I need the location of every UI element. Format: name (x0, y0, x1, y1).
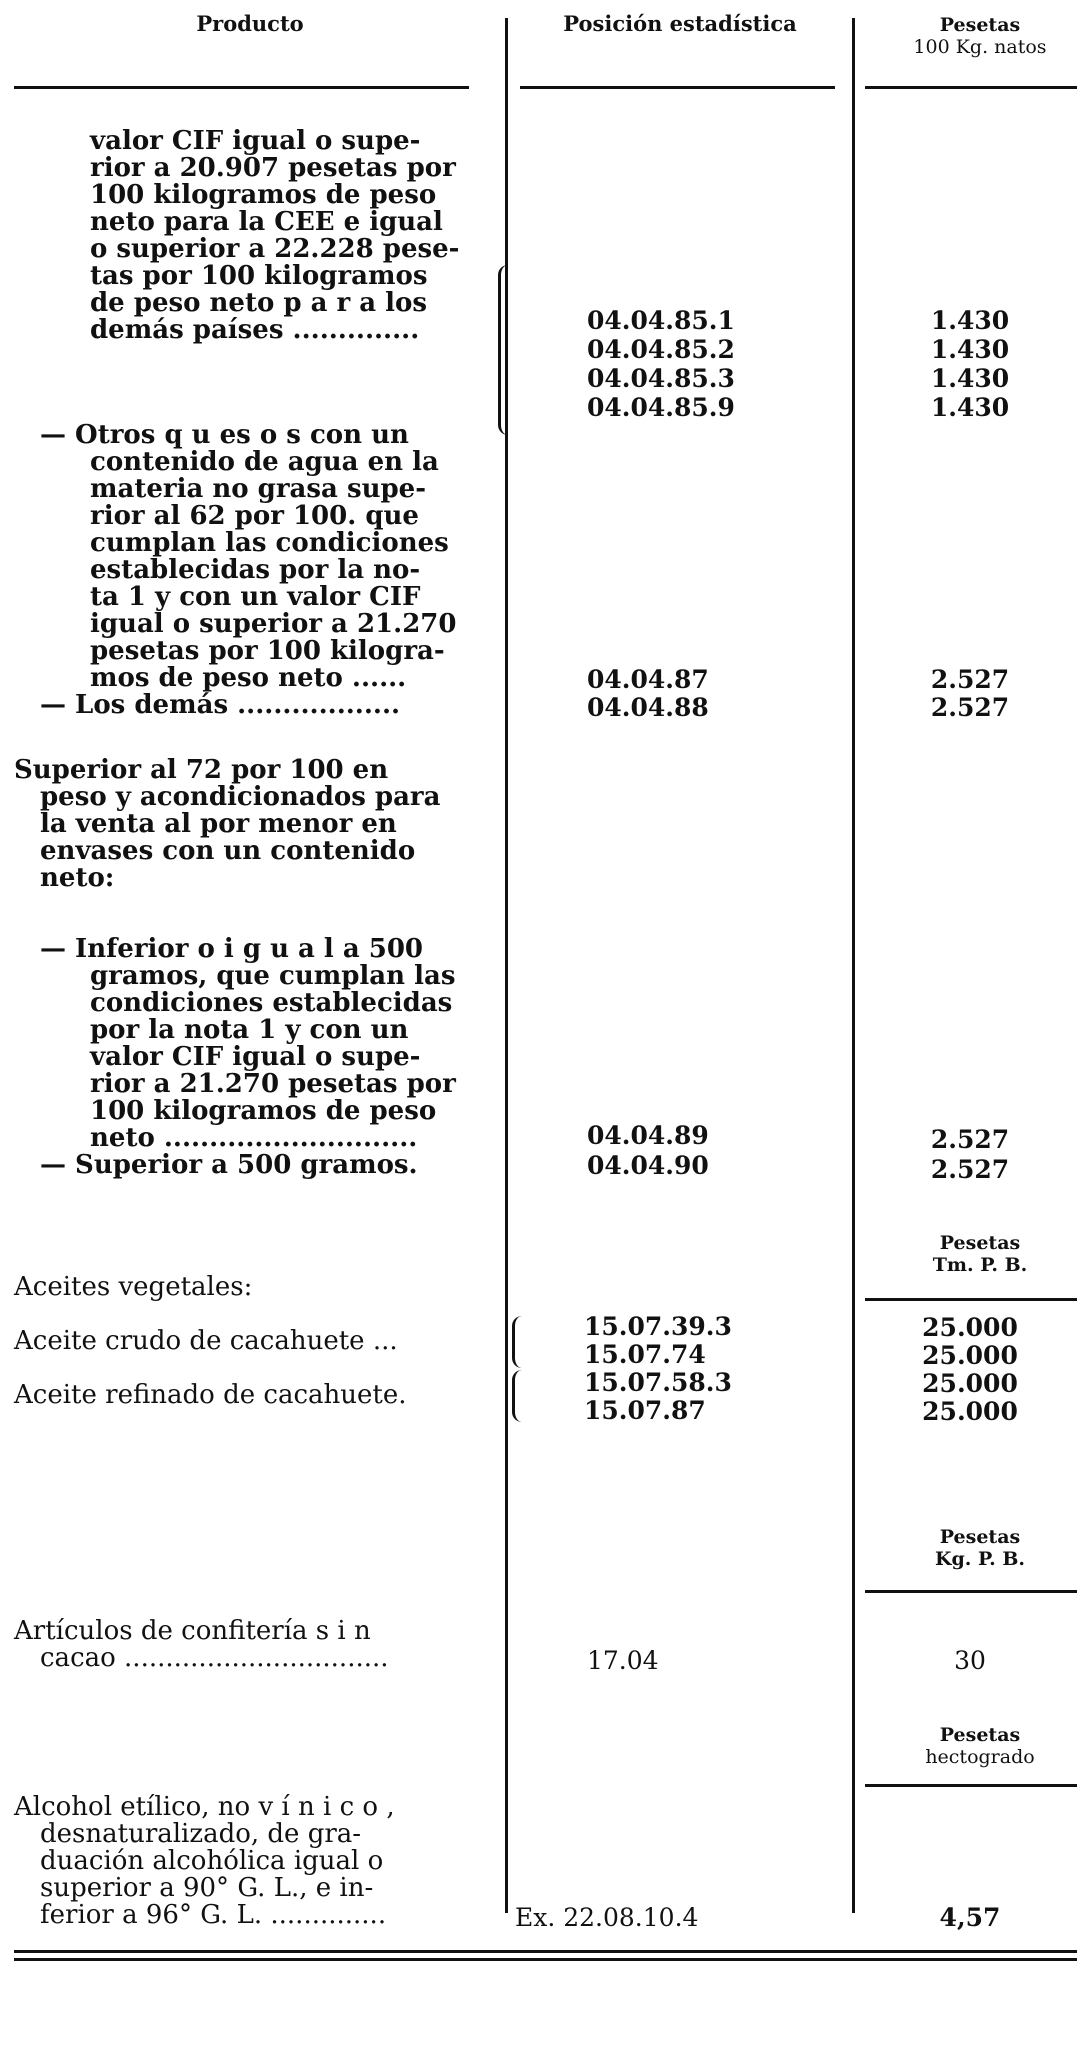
item-aceite-crudo: Aceite crudo de cacahuete ... (14, 1326, 398, 1356)
block4-line: por la nota 1 y con un (90, 1015, 409, 1045)
col-header-posicion: Posición estadística (563, 11, 797, 36)
bottom-rule-2 (14, 1958, 1077, 1961)
position-code: 04.04.90 (587, 1151, 709, 1180)
aceite-crudo-brace (512, 1316, 523, 1368)
position-code: 15.07.39.3 (584, 1312, 732, 1341)
item-alcohol-line: duación alcohólica igual o (40, 1846, 384, 1876)
aceite-refinado-brace (512, 1370, 523, 1422)
bottom-rule-1 (14, 1950, 1077, 1953)
position-code: 15.07.87 (584, 1396, 706, 1425)
header-rule-col3 (865, 86, 1077, 89)
price-value: 2.527 (930, 693, 1010, 722)
price-value: 2.527 (930, 665, 1010, 694)
block1-line: de peso neto p a r a los (90, 288, 428, 318)
block2-line: establecidas por la no- (90, 555, 421, 585)
block4-line: 100 kilogramos de peso (90, 1096, 437, 1126)
block4-line: condiciones establecidas (90, 988, 453, 1018)
block2-line: — Los demás .................. (40, 690, 401, 720)
price-value: 1.430 (930, 335, 1010, 364)
block2-line: mos de peso neto ...... (90, 663, 407, 693)
section-title-aceites: Aceites vegetales: (14, 1272, 253, 1302)
block1-line: o superior a 22.228 pese- (90, 234, 460, 264)
block2-line: pesetas por 100 kilogra- (90, 636, 445, 666)
header-rule-col2 (520, 86, 835, 89)
block2-line: rior al 62 por 100. que (90, 501, 419, 531)
col-header-producto: Producto (196, 11, 304, 36)
block3-line: envases con un contenido (40, 836, 416, 866)
item-confiteria-cont: cacao ................................ (40, 1643, 389, 1673)
block1-line: tas por 100 kilogramos (90, 261, 428, 291)
block1-line: rior a 20.907 pesetas por (90, 153, 456, 183)
block2-line: ta 1 y con un valor CIF (90, 582, 421, 612)
price-value: 30 (954, 1646, 986, 1675)
block3-line: Superior al 72 por 100 en (14, 755, 389, 785)
position-code: 04.04.87 (587, 665, 709, 694)
block4-line: gramos, que cumplan las (90, 961, 456, 991)
position-code: 04.04.85.2 (587, 335, 735, 364)
price-value: 1.430 (930, 393, 1010, 422)
block1-line: 100 kilogramos de peso (90, 180, 437, 210)
price-value: 25.000 (922, 1313, 1018, 1342)
block1-line: demás países .............. (90, 315, 420, 345)
position-code: 04.04.88 (587, 693, 709, 722)
position-code: 04.04.85.1 (587, 306, 735, 335)
block4-line: neto ............................ (90, 1123, 418, 1153)
block4-line: rior a 21.270 pesetas por (90, 1069, 456, 1099)
item-alcohol-line: ferior a 96° G. L. .............. (40, 1900, 387, 1930)
col-header-unit: 100 Kg. natos (913, 36, 1047, 58)
header-rule-col1 (14, 86, 469, 89)
price-value: 2.527 (930, 1125, 1010, 1154)
unit2-label: Pesetas (939, 1232, 1021, 1254)
unit3-label: Pesetas (939, 1526, 1021, 1548)
unit3-unit: Kg. P. B. (934, 1548, 1026, 1570)
unit2-rule (865, 1298, 1077, 1301)
item-alcohol-line: desnaturalizado, de gra- (40, 1819, 362, 1849)
price-value: 25.000 (922, 1397, 1018, 1426)
block1-line: neto para la CEE e igual (90, 207, 443, 237)
position-code: 04.04.85.9 (587, 393, 735, 422)
block1-line: valor CIF igual o supe- (90, 126, 421, 156)
position-code: 15.07.58.3 (584, 1368, 732, 1397)
position-code: 04.04.89 (587, 1121, 709, 1150)
item-aceite-refinado: Aceite refinado de cacahuete. (14, 1380, 407, 1410)
column-divider-2 (852, 18, 855, 1913)
price-value: 4,57 (939, 1903, 1001, 1932)
item-alcohol-line: superior a 90° G. L., e in- (40, 1873, 374, 1903)
unit3-rule (865, 1590, 1077, 1593)
block2-line: contenido de agua en la (90, 447, 439, 477)
price-value: 25.000 (922, 1341, 1018, 1370)
position-code: 15.07.74 (584, 1340, 706, 1369)
position-code: 04.04.85.3 (587, 364, 735, 393)
block3-line: la venta al por menor en (40, 809, 397, 839)
unit2-unit: Tm. P. B. (932, 1254, 1028, 1276)
unit4-unit: hectogrado (925, 1746, 1035, 1768)
block2-line: — Otros q u es o s con un (40, 420, 409, 450)
price-value: 1.430 (930, 306, 1010, 335)
price-value: 1.430 (930, 364, 1010, 393)
price-value: 2.527 (930, 1155, 1010, 1184)
block2-line: materia no grasa supe- (90, 474, 426, 504)
item-alcohol: Alcohol etílico, no v í n i c o , (14, 1792, 395, 1822)
block2-line: cumplan las condiciones (90, 528, 449, 558)
block2-line: igual o superior a 21.270 (90, 609, 457, 639)
price-value: 25.000 (922, 1369, 1018, 1398)
block1-brace (498, 265, 509, 435)
block4-line: — Inferior o i g u a l a 500 (40, 934, 424, 964)
unit4-rule (865, 1784, 1077, 1787)
block4-line: — Superior a 500 gramos. (40, 1150, 418, 1180)
block3-line: peso y acondicionados para (40, 782, 441, 812)
item-confiteria: Artículos de confitería s i n (14, 1616, 371, 1646)
position-code: Ex. 22.08.10.4 (515, 1903, 699, 1932)
block4-line: valor CIF igual o supe- (90, 1042, 421, 1072)
unit4-label: Pesetas (939, 1724, 1021, 1746)
block3-line: neto: (40, 863, 115, 893)
col-header-pesetas: Pesetas (939, 14, 1021, 36)
position-code: 17.04 (587, 1646, 659, 1675)
